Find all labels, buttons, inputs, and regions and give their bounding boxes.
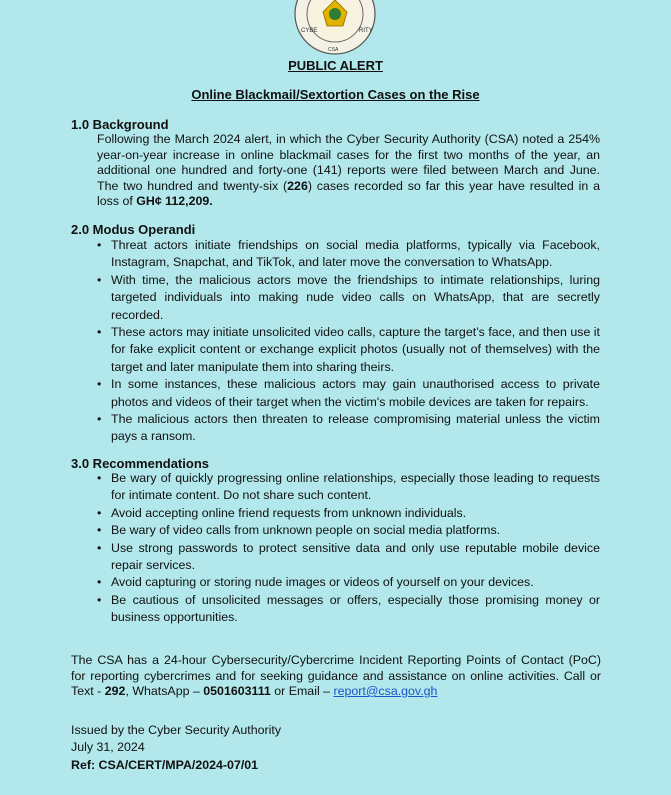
background-heading: 1.0 Background	[71, 117, 169, 132]
seal-ring-text-right: RITY	[359, 28, 373, 34]
contact-text-3: or Email –	[270, 684, 334, 698]
list-item: • In some instances, these malicious actors may gain unauthorised access to private photos and videos of their target when the victim's mobile devices are taken for repairs.	[97, 376, 600, 411]
contact-text-2: , WhatsApp –	[125, 684, 204, 698]
reference-number: Ref: CSA/CERT/MPA/2024-07/01	[71, 758, 259, 772]
loss-amount: GH¢ 112,209.	[136, 194, 213, 208]
list-item: • With time, the malicious actors move the friendships to intimate relationships, luring targeted individuals into making nude video calls on WhatsApp, that are secretly recorded.	[97, 272, 600, 324]
alert-title: Online Blackmail/Sextortion Cases on the Rise	[191, 87, 480, 102]
list-item: • Avoid capturing or storing nude images or videos of yourself on your devices.	[97, 574, 600, 591]
list-item: • These actors may initiate unsolicited video calls, capture the target’s face, and then use it for fake explicit content or exchange explicit photos (usually not of themselves) with the target and later manipulate them into sharing theirs.	[97, 324, 600, 376]
background-text-1: Following the March 2024 alert, in which the Cyber Security Authority (CSA) noted a 254% year-on-year increase in online blackmail cases for the first two months of the year, an additional one hundred and forty-one (141) reports were filed between March and June. The two hundred and twenty-six (	[97, 132, 600, 193]
contact-paragraph	[71, 653, 601, 700]
email-link[interactable]: report@csa.gov.gh	[333, 684, 438, 698]
modus-list	[97, 237, 600, 446]
short-code: 292	[104, 684, 126, 698]
whatsapp-number: 0501603111	[203, 684, 271, 698]
seal-ring-text-bottom: CSA	[328, 47, 339, 53]
modus-heading: 2.0 Modus Operandi	[71, 222, 196, 237]
recommendations-list	[97, 470, 600, 627]
seal-ring-text-left: CYBE	[301, 28, 318, 34]
issue-date: July 31, 2024	[71, 740, 145, 754]
csa-seal-logo	[293, 0, 377, 56]
recommendations-heading: 3.0 Recommendations	[71, 456, 209, 471]
list-item: • Be wary of video calls from unknown people on social media platforms.	[97, 522, 600, 539]
public-alert-label: PUBLIC ALERT	[288, 58, 383, 73]
list-item: • Be cautious of unsolicited messages or offers, especially those promising money or business opportunities.	[97, 592, 600, 627]
background-paragraph	[97, 132, 600, 210]
list-item: • Avoid accepting online friend requests from unknown individuals.	[97, 505, 600, 522]
issued-by: Issued by the Cyber Security Authority	[71, 723, 282, 737]
list-item: • Threat actors initiate friendships on social media platforms, typically via Facebook, Instagram, Snapchat, and TikTok, and later move the conversation to WhatsApp.	[97, 237, 600, 272]
list-item: • Be wary of quickly progressing online relationships, especially those leading to requests for intimate content. Do not share such content.	[97, 470, 600, 505]
list-item: • Use strong passwords to protect sensitive data and only use reputable mobile device repair services.	[97, 540, 600, 575]
list-item: • The malicious actors then threaten to release compromising material unless the victim pays a ransom.	[97, 411, 600, 446]
case-count: 226	[287, 178, 308, 193]
background-text-2: ) cases recorded so far this year have resulted in a loss of	[97, 178, 600, 208]
contact-text-1: The CSA has a 24-hour Cybersecurity/Cybercrime Incident Reporting Points of Contact (PoC) for reporting cybercrimes and for seeking guidance and assistance on online activities. Call or Text -	[71, 653, 601, 698]
